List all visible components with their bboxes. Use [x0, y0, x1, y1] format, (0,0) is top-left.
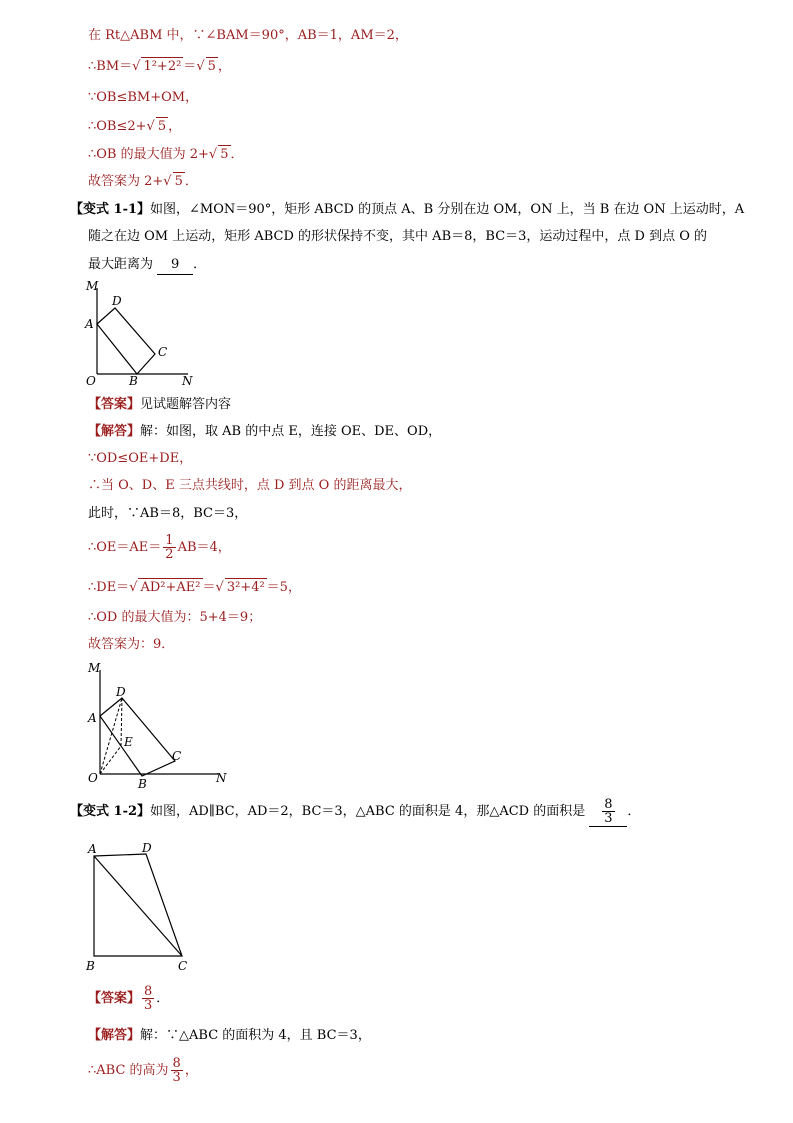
fraction: $\frac{8}{3}$: [604, 797, 613, 826]
fraction: $\frac{8}{3}$: [172, 1056, 181, 1085]
variant-tag: 【变式 1-1】: [70, 202, 151, 217]
question-line: [70, 201, 744, 219]
segment-oe: [100, 746, 121, 774]
solution-line: [88, 172, 198, 191]
solution-line: ∵OD≤OE+DE，: [88, 451, 193, 466]
text: ．: [156, 991, 170, 1006]
fraction: $\frac{8}{3}$: [144, 984, 153, 1013]
label-c: C: [172, 749, 182, 763]
label-m: M: [88, 661, 101, 675]
text: ，: [217, 59, 231, 74]
solution-line: ∴当 O、D、E 三点共线时，点 D 到点 O 的距离最大，: [88, 478, 412, 493]
solution-line: [88, 145, 244, 164]
sqrt-expression: √ 5: [146, 119, 167, 134]
solution-line: [88, 117, 181, 136]
solution-line: 故答案为：9．: [88, 637, 175, 652]
figure-trapezoid: [82, 838, 202, 976]
solution-tag: 【解答】: [88, 424, 141, 439]
answer-tag: 【答案】: [88, 991, 141, 1006]
label-d: D: [112, 294, 122, 308]
label-a: A: [88, 711, 97, 725]
solution-line: [88, 578, 301, 597]
label-m: M: [86, 279, 99, 293]
question-text: 最大距离为: [88, 257, 154, 272]
label-b: B: [129, 374, 138, 388]
text: ∴ABC 的高为: [88, 1063, 169, 1078]
solution-line: [88, 534, 231, 561]
sqrt-expression: √ AD²+AE²: [129, 580, 201, 595]
solution-line: [88, 1027, 371, 1045]
variant-tag: 【变式 1-2】: [70, 804, 151, 819]
answer-line: [88, 984, 169, 1014]
text: ∴OB≤2+: [88, 119, 147, 134]
solution-line: ∵OB≤BM+OM，: [88, 90, 199, 105]
text: ＝: [202, 580, 216, 595]
label-d: D: [116, 685, 126, 699]
text: ∴OB 的最大值为 2+: [88, 147, 209, 162]
text: ，: [184, 1063, 198, 1078]
answer-blank: 9: [157, 256, 193, 275]
text: ．: [627, 804, 641, 819]
fraction: $\frac{1}{2}$: [165, 533, 174, 562]
figure-rectangle-with-midpoint: [80, 656, 240, 796]
label-d: D: [142, 841, 152, 855]
label-a: A: [85, 317, 94, 331]
figure-rectangle-on-axes: [80, 278, 200, 390]
text: ．: [184, 174, 198, 189]
answer-blank: [589, 798, 627, 827]
segment-de: [121, 698, 122, 746]
question-text: 如图，∠MON＝90°，矩形 ABCD 的顶点 A、B 分别在边 OM，ON 上，当 B 在边 ON 上运动时，A: [150, 202, 745, 217]
question-line: [70, 798, 640, 827]
question-line: 随之在边 OM 上运动，矩形 ABCD 的形状保持不变，其中 AB＝8，BC＝3，运动过程中，点 D 到点 O 的: [88, 229, 708, 244]
label-e: E: [124, 735, 133, 749]
text: ，: [168, 119, 182, 134]
label-c: C: [178, 959, 188, 973]
label-n: N: [216, 771, 227, 785]
solution-line: 此时，∵AB＝8，BC＝3，: [88, 506, 248, 521]
solution-line: 在 Rt△ABM 中，∵∠BAM＝90°，AB＝1，AM＝2，: [88, 28, 408, 43]
diagonal-ac: [94, 856, 182, 956]
label-o: O: [86, 374, 96, 388]
text: ∴OE＝AE＝: [88, 540, 162, 555]
text: ＝5，: [266, 580, 301, 595]
question-text: 如图，AD∥BC，AD＝2，BC＝3，△ABC 的面积是 4，那△ACD 的面积是: [150, 804, 586, 819]
sqrt-expression: √ 5: [208, 147, 229, 162]
rectangle-abcd: [97, 308, 155, 374]
solution-line: ∴OD 的最大值为：5+4＝9；: [88, 610, 262, 625]
text: ．: [230, 147, 244, 162]
text: AB＝4，: [177, 540, 231, 555]
segment-od: [100, 698, 122, 774]
text: ∴DE＝: [88, 580, 130, 595]
text: ＝: [183, 59, 197, 74]
answer-tag: 【答案】: [88, 397, 141, 412]
answer-line: [88, 396, 231, 414]
sqrt-expression: √ 5: [163, 174, 183, 189]
label-c: C: [158, 345, 168, 359]
sqrt-expression: √ 3²+4²: [215, 580, 265, 595]
sqrt-expression: √ 5: [196, 59, 216, 74]
label-o: O: [88, 771, 98, 785]
sqrt-expression: √ 1²+2²: [132, 59, 182, 74]
label-a: A: [88, 842, 97, 856]
label-b: B: [86, 959, 95, 973]
text: 故答案为 2+: [88, 174, 164, 189]
question-line: [88, 256, 206, 275]
solution-line: [88, 1056, 198, 1086]
solution-text: 解：如图，取 AB 的中点 E，连接 OE、DE、OD，: [140, 424, 442, 439]
solution-line: [88, 57, 231, 76]
solution-tag: 【解答】: [88, 1028, 141, 1043]
rectangle-abcd: [100, 698, 175, 776]
label-b: B: [138, 777, 147, 791]
text: ．: [193, 257, 207, 272]
solution-text: 解：∵△ABC 的面积为 4，且 BC＝3，: [140, 1028, 371, 1043]
text: ∴BM＝: [88, 59, 133, 74]
label-n: N: [182, 374, 193, 388]
answer-text: 见试题解答内容: [140, 397, 232, 412]
solution-line: [88, 423, 441, 441]
